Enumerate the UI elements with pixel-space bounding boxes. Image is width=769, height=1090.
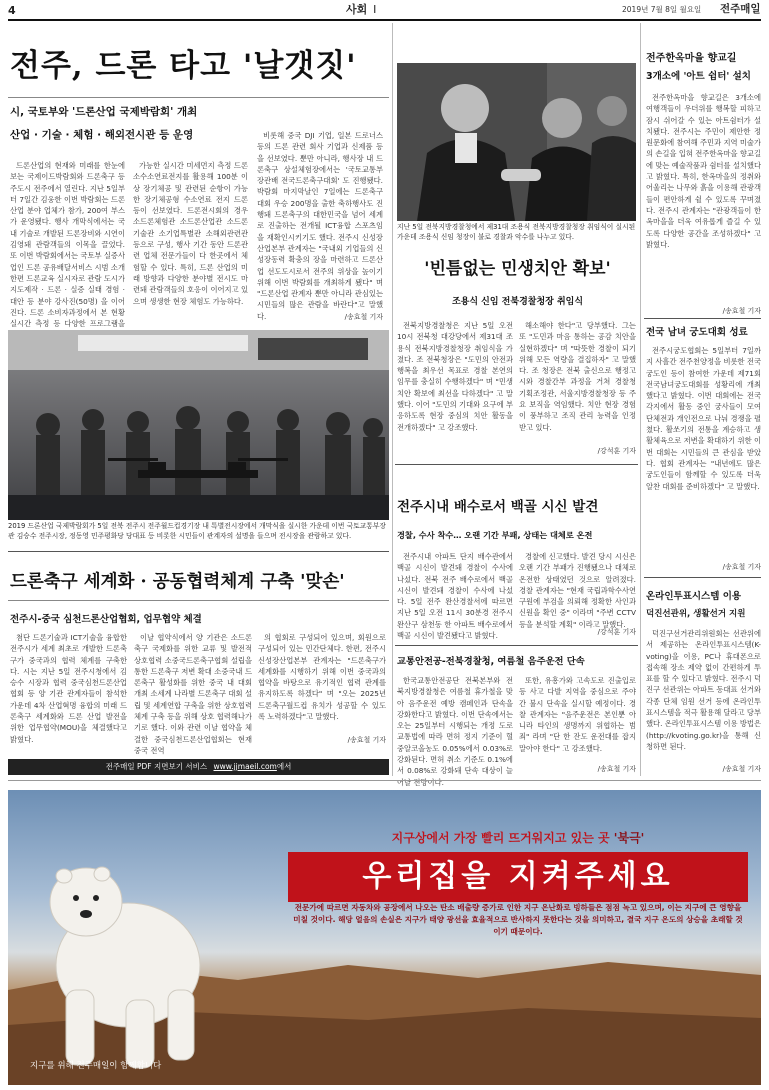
- masthead: [8, 2, 761, 18]
- police-headline: '빈틈없는 민생치안 확보': [424, 259, 611, 279]
- sidebar-article1-byline: /송효철 기자: [722, 307, 761, 315]
- drunk-byline: /송효철 기자: [597, 765, 636, 773]
- mid-col-rule-1: [395, 464, 638, 465]
- pdf-service-banner: [8, 759, 389, 775]
- ad-border: [8, 780, 761, 781]
- drone-expo-photo-art: [8, 330, 389, 520]
- ad-tagline-text: 지구상에서 가장 빨리 뜨거워지고 있는 곳: [391, 831, 610, 845]
- masthead-rule: [8, 19, 761, 21]
- column-divider-1: [392, 23, 393, 776]
- sidebar-article1-body-text: 전주한옥마을 향교길은 3개소에 여행객들이 우더위를 행복할 피하고 잠시 쉬어갈 수 있는 아트쉼터가 설치됐다. 전주시는 주민이 제안한 정원문화에 참여해 주민과 지역 미술가의 손길을 입혀 전주한옥마을 향교길에 맞는 예술작품과 쉼터를 설치했다고 밝혔다. 특히, 한옥마을의 정취와 어울리는 나무와 흙을 이용해 관광객들이 편안하게 쉴 수 있도록 꾸며졌다. 전주시 관계자는 "관광객들이 한옥마을을 더욱 여유롭게 즐길 수 있도록 다양한 공간을 조성하겠다" 고 밝혔다.: [646, 93, 762, 249]
- sidebar-article1-subheadline: 3개소에 '아트 쉼터' 설치: [646, 71, 751, 82]
- sidebar-rule-2: [644, 577, 761, 578]
- ad-tagline: [288, 830, 748, 847]
- lead-headline-rule: [8, 97, 389, 98]
- mid-left-rule: [8, 551, 389, 552]
- lead-body-col1-text: 드론산업의 현재와 미래를 한눈에 보는 국제이드박람회와 드론축구 등 주도시 전주에서 열린다. 지난 5일부터 7일간 김웅한 이번 박람회는 드론산업 분야 업체가 참가, 200여 부스가 운영됐다. 행사 개막식에서는 국내 기술로 개발된 드론장비와 시연이 김영돼 관람객들의 이목을 끌었다. 또 이번 박람회에서는 국토부 실증사업인 드론 공유배달서비스 시범 소개 한편 드론교육 실시자로 관람 도시가 지도제작 · 드론 · 실증 실태 경험 · 대안 등 분야 강사진(50명) 을 이어진다. 드론 소비자과정에서 본 현황 실시간 측정 등 다양한 프로그램을: [10, 161, 126, 329]
- drone-expo-photo: [8, 330, 389, 520]
- police-byline: /강석훈 기자: [597, 447, 636, 455]
- police-chief-photo: [397, 63, 636, 221]
- sidebar-article3-subheadline: 덕진선관위, 생활선거 지원: [646, 609, 746, 619]
- paper-name: 전주매일: [720, 3, 761, 15]
- lead-subheadline-2: 산업 · 기술 · 체험 · 해외전시관 등 운영: [10, 129, 194, 141]
- soccer-body-col3-text: 의 협회로 구성되어 있으며, 회원으로 구성되어 있는 민간단체다. 한편, 전주시 신성장산업본부 관계자는 "드론축구가 세계화를 시행하기 위해 이번 중국과의 협약을 바탕으로 유기적인 협력 관계를 유지하도록 하겠다" 며 "오는 2025년 드론축구월드컵 유치가 성공할 수 있도록 노력하겠다"고 말했다.: [258, 633, 386, 722]
- drunk-body-col2-text: 또한, 유흥가와 고속도로 진출입로 등 사고 다발 지역을 중심으로 주야간 불시 단속을 실시할 예정이다. 경찰 관계자는 "음주운전은 본인뿐 아니라 타인의 생명까지 위협하는 범죄" 라며 "단 한 잔도 운전대를 잡지 말아야 한다" 고 강조했다.: [519, 676, 636, 753]
- soccer-subheadline: 전주시-중국 심천드론산업협회, 업무협약 체결: [10, 614, 202, 625]
- lead-body-col2: [133, 160, 248, 316]
- sidebar-article2-byline: /송효철 기자: [722, 563, 761, 571]
- section-mark: I: [373, 3, 377, 16]
- sidebar-article2-body-text: 전주시궁도협회는 5일부터 7일까지 사흘간 전주천양정을 비롯한 전국 궁도인 등이 참여한 가운데 제71회 전국남녀궁도대회를 성황리에 개최했다고 밝혔다. 이번 대회에는 전국 각지에서 활동 중인 궁사들이 모여 단체전과 개인전으로 나눠 경쟁을 펼쳤다. 활쏘기의 전통을 계승하고 생활체육으로 저변을 확대하기 위한 이번 대회는 시민들의 큰 관심을 받았다. 협회 관계자는 "내년에도 많은 궁도인들이 함께할 수 있도록 더욱 알찬 대회를 준비하겠다" 고 말했다.: [646, 346, 762, 491]
- police-body-col2: [519, 320, 636, 444]
- soccer-body-col2-text: 이날 협약식에서 양 기관은 소드론축구 국제화를 위한 교류 및 발전적 상호협력 소중국드론축구협회 설립을 통한 드론축구 저변 확대 소중국내 드론축구 활성화를 위한 중국 내 대회 개최 소세계 나라별 드론축구 대회 설립 및 세계연합 구축을 위한 상호협력체계 구축 등을 위해 상호 협력해나가기로 했다. 이와 관련 이날 협약을 체결한 중국심천드론산업협회는 현재 중국 전역: [134, 633, 252, 755]
- issue-date: 2019년 7월 8일 월요일: [622, 5, 702, 14]
- drunk-headline: 교통안전공-전북경찰청, 여름철 음주운전 단속: [397, 656, 585, 667]
- lead-body-col3-text: 비롯해 중국 DJI 기업, 일본 드로너스 등의 드론 관련 회사 기업과 신제품 등을 선보였다. 뿐만 아니라, 행사장 내 드론축구 상설체험장에서는 '국토교통부장관배 전국드론축구대회' 도 진행됐다. 박람회 마지막날인 7일에는 드론축구 대회 우승 200명을 출한 축하행사도 진행돼 드론축구의 대한민국을 넘어 세계로 진출하는 전개될 ICT융합 스포츠임을 재확인시키기도 했다. 전주시 신성장산업본부 관계자는 "국내외 기업들의 신성장동력 확충의 장을 마련하고 드론산업 선도도시로서 전주의 위상을 높이기 위해 이번 박람회를 개최하게 됐다" 며 "드론산업 관계자 뿐만 아니라 관심있는 시민들의 많은 관람을 바란다"고 말했다.: [257, 131, 383, 321]
- ad-description: 전문가에 따르면 자동차와 공장에서 나오는 탄소 배출량 증가로 인한 지구 온난화로 빙하들은 점점 녹고 있으며, 이는 지구에 큰 영향을 미칠 것이다. 해당 얼음의 손실은 지구가 태양 광선을 효율적으로 반사하지 못한다는 것을 의미하고, 결국 지구 온도의 상승을 초래할 것이기 때문이다.: [293, 903, 743, 936]
- section-label: [346, 2, 376, 18]
- ad-footer: 지구를 위해 전주매일이 함께합니다: [30, 1061, 162, 1071]
- lead-body-col1: [10, 160, 126, 329]
- sidebar-article3-headline: 온라인투표시스템 이용: [646, 591, 742, 602]
- lead-byline: /송효철 기자: [344, 313, 383, 321]
- lead-headline: 전주, 드론 타고 '날갯짓': [10, 48, 357, 84]
- lead-body-col2-text: 가능한 실시간 미세먼지 측정 드론 소수소연료전지를 활용해 100분 이상 장기체공 및 관련된 순항이 가능한 장기체공형 수소연료 전지 드론 등이 선보였다. 드론전시회의 경우 소드론체험관 소드론산업관 소드론기술관 소기업특별관 소해외관련관 등으로 구성, 행사 기간 동안 드론관련 업체 전문가들이 다 한곳에서 체험할 수 있다. 특히, 드론 산업의 미래 방향과 다양한 분야별 전시도 마련돼 관람객들의 호응이 이어지고 있으며 생생한 현장 체험도 가능하다.: [133, 161, 249, 306]
- drunk-body-col1-text: 한국교통안전공단 전북본부와 전북지방경찰청은 여름철 휴가철을 맞아 음주운전 예방 캠페인과 단속을 강화한다고 밝혔다. 이번 단속에서는 오는 25일부터 시행되는 개정 도로교통법에 따라 면허 정지 기준이 혈중알코올농도 0.05%에서 0.03%로 강화된다. 면허 취소 기준도 0.1%에서 0.08%로 강화돼 단속 대상이 늘어날 전망이다.: [397, 676, 513, 787]
- soccer-body-col2: [134, 632, 252, 755]
- police-body-col1: [397, 320, 513, 450]
- police-body-col2-text: 해소해야 한다"고 당부했다. 그는 또 "도민과 마음 통하는 공감 치안을 실현하겠다" 며 "따뜻한 경찰이 되기 위해 모든 역량을 결집하자" 고 말했다. 조 청장은 전북 출신으로 행정고시와 경찰간부 과정을 거쳐 경찰청 기획조정관, 서울지방경찰청장 등 주요 보직을 역임했다. 치안 현장 경험이 풍부하고 조직 관리 능력을 인정받고 있다.: [519, 321, 636, 432]
- sidebar-rule-1: [644, 318, 761, 319]
- soccer-body-col1: [10, 632, 127, 744]
- soccer-body-col3: [258, 632, 386, 732]
- police-chief-photo-caption: 지난 5일 전북지방경찰청에서 제31대 조용식 전북지방경찰청장 취임식이 실시된 가운데 조용식 신임 청장이 불로 경찰과 악수를 나누고 있다.: [397, 223, 636, 241]
- sidebar-article1-headline: 전주한옥마을 향교길: [646, 53, 737, 64]
- sidebar-article1-body: [646, 92, 761, 312]
- police-chief-photo-art: [397, 63, 636, 221]
- lead-subheadline: 시, 국토부와 '드론산업 국제박람회' 개최: [10, 106, 198, 118]
- pdf-service-label: 전주매일 PDF 지면보기 서비스: [105, 762, 208, 771]
- ad-tagline-highlight: '북극': [613, 831, 645, 845]
- pipe-body-col2: [519, 551, 636, 627]
- column-divider-2: [640, 23, 641, 776]
- police-subheadline: 조용식 신임 전북경찰청장 취임식: [451, 297, 584, 307]
- soccer-headline-rule: [8, 600, 389, 601]
- pipe-headline: 전주시내 배수로서 백골 시신 발견: [397, 499, 599, 515]
- sidebar-article3-byline: /송효철 기자: [722, 765, 761, 773]
- ad-main-slogan: 우리집을 지켜주세요: [288, 852, 748, 902]
- mid-col-rule-2: [395, 645, 638, 646]
- soccer-body-col1-text: 첨단 드론기술과 ICT기술을 융합한 전주시가 세계 최초로 개발한 드론축구가 중국과의 협력 체계를 구축한다. 시는 지난 5일 전주시청에서 김승수 시장과 협력 중국심천드론산업협회 등 양 기관 관계자들이 참석한 가운데 4차 산업혁명 융합의 미래 드론축구 세계화와 드론 산업 발전을 위한 업무협약(MOU)을 체결했다고 밝혔다.: [10, 633, 127, 744]
- drunk-body-col1: [397, 675, 513, 787]
- pipe-body-col1-text: 전주시내 아파트 단지 배수관에서 백골 시신이 발견돼 경찰이 수사에 나섰다. 전북 전주 배수로에서 백골 시신이 발견돼 경찰이 수사에 나섰다. 5일 전주 완산경찰서에 따르면 지난 5일 오전 11시 30분경 전주시 완산구 삼천동 한 아파트 배수로에서 백골 시신이 발견됐다고 밝혔다.: [397, 552, 513, 641]
- drunk-body-col2: [519, 675, 636, 763]
- soccer-byline: /송효철 기자: [347, 736, 386, 744]
- sidebar-article3-body: [646, 628, 761, 766]
- police-body-col1-text: 전북지방경찰청은 지난 5일 오전 10시 전북청 대강당에서 제31대 조용식 전북지방경찰청장 취임식을 가졌다. 조 전북청장은 "도민의 안전과 행복을 최우선 목표로 경찰 본연의 임무를 충실히 수행하겠다" 며 "민생 치안 확보에 최선을 다하겠다" 고 말했다. 이어 "도민의 기대와 요구에 부응하도록 현장 중심의 치안 활동을 전개하겠다" 고 강조했다.: [397, 321, 513, 432]
- page-number: 4: [8, 4, 16, 17]
- pipe-subheadline: 경찰, 수사 착수… 오랜 기간 부패, 상태는 대체로 온전: [397, 530, 593, 540]
- sidebar-article2-headline: 전국 남녀 궁도대회 성료: [646, 327, 748, 338]
- pdf-service-suffix: 에서: [276, 762, 292, 771]
- polar-bear-advertisement: [8, 790, 761, 1085]
- soccer-headline: 드론축구 세계화 · 공동협력체계 구축 '맞손': [10, 572, 345, 592]
- pipe-body-col2-text: 경찰에 신고했다. 발견 당시 시신은 오랜 기간 부패가 진행됐으나 대체로 온전한 상태였던 것으로 알려졌다. 경찰 관계자는 "현재 국립과학수사연구원에 부검을 의뢰해 정확한 사인과 신원을 확인 중" 이라며 "주변 CCTV 등을 분석할 계획" 이라고 말했다.: [519, 552, 636, 629]
- pipe-body-col1: [397, 551, 513, 641]
- section-name: 사회: [346, 3, 368, 16]
- pipe-byline: /강석훈 기자: [597, 628, 636, 636]
- drone-expo-photo-caption: 2019 드론산업 국제박람회가 5일 전북 전주시 전주월드컵경기장 내 특별전시장에서 개막식을 실시한 가운데 이번 국토교통부장관 김승수 전주시장, 정동영 민주평화당 당대표 등 비롯한 시민들이 관계자의 설명을 들으며 전시장을 관람하고 있다.: [8, 522, 386, 540]
- sidebar-article2-body: [646, 345, 761, 561]
- pdf-service-url[interactable]: www.jjmaeil.com: [213, 762, 277, 771]
- sidebar-article3-body-text: 덕진구선거관리위원회는 선관위에서 제공하는 온라인투표시스템(K-voting)을 이용, PC나 휴대폰으로 접속해 장소 제약 없이 간편하게 투표를 할 수 있다고 밝혔다. 전주시 덕진구 선관위는 아파트 동대표 선거와 각종 단체 임원 선거 등에 온라인투표시스템을 적극 활용해 달라고 당부했다. 온라인투표시스템 이용 방법은 (http://kvoting.go.kr)을 통해 신청하면 된다.: [646, 629, 762, 751]
